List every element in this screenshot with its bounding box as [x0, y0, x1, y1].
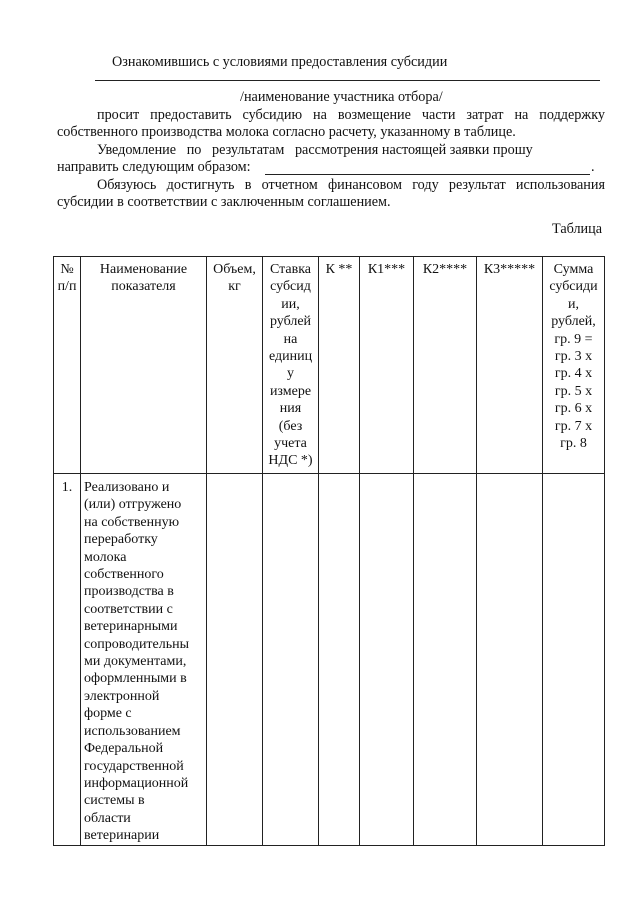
table-header-row — [54, 257, 605, 474]
paragraph-commit-line1: Обязуюсь достигнуть в отчетном финансовом году результат использования — [97, 177, 605, 193]
header-num: № п/п — [54, 257, 81, 474]
row-name: Реализовано и (или) отгружено на собственную переработку молока собственного производства в соответствии с ветеринарными сопроводительны ми документами, оформленными в электронной форме с использованием Федеральной государственной информационной системы в области ветеринарии — [81, 474, 207, 846]
row-k-cell — [319, 474, 360, 846]
header-volume: Объем, кг — [207, 257, 263, 474]
row-k1-cell — [360, 474, 414, 846]
header-name: Наименование показателя — [81, 257, 207, 474]
paragraph-request-line2: собственного производства молока согласно расчету, указанному в таблице. — [57, 124, 516, 140]
header-k3: К3***** — [477, 257, 543, 474]
paragraph-request-line1: просит предоставить субсидию на возмещение части затрат на поддержку — [97, 107, 605, 123]
participant-caption: /наименование участника отбора/ — [240, 89, 443, 105]
header-rate: Ставка субсид ии, рублей на единиц у измере ния (без учета НДС *) — [263, 257, 319, 474]
row-k2-cell — [414, 474, 477, 846]
row-volume-cell — [207, 474, 263, 846]
row-num: 1. — [54, 474, 81, 846]
row-sum-cell — [543, 474, 605, 846]
notify-method-line — [265, 174, 590, 175]
paragraph-commit-line2: субсидии в соответствии с заключенным соглашением. — [57, 194, 391, 210]
participant-name-line — [95, 80, 600, 81]
notify-end-dot: . — [591, 159, 595, 175]
header-k: К ** — [319, 257, 360, 474]
row-rate-cell — [263, 474, 319, 846]
header-sum: Сумма субсиди и, рублей, гр. 9 = гр. 3 х гр. 4 х гр. 5 х гр. 6 х гр. 7 х гр. 8 — [543, 257, 605, 474]
table-row — [54, 474, 605, 846]
subsidy-table — [53, 256, 605, 846]
table-label: Таблица — [552, 221, 603, 237]
paragraph-notify-line2: направить следующим образом: — [57, 159, 251, 175]
header-k1: К1*** — [360, 257, 414, 474]
intro-line: Ознакомившись с условиями предоставления субсидии — [112, 54, 448, 70]
header-k2: К2**** — [414, 257, 477, 474]
paragraph-notify-line1: Уведомление по результатам рассмотрения настоящей заявки прошу — [97, 142, 533, 158]
row-k3-cell — [477, 474, 543, 846]
